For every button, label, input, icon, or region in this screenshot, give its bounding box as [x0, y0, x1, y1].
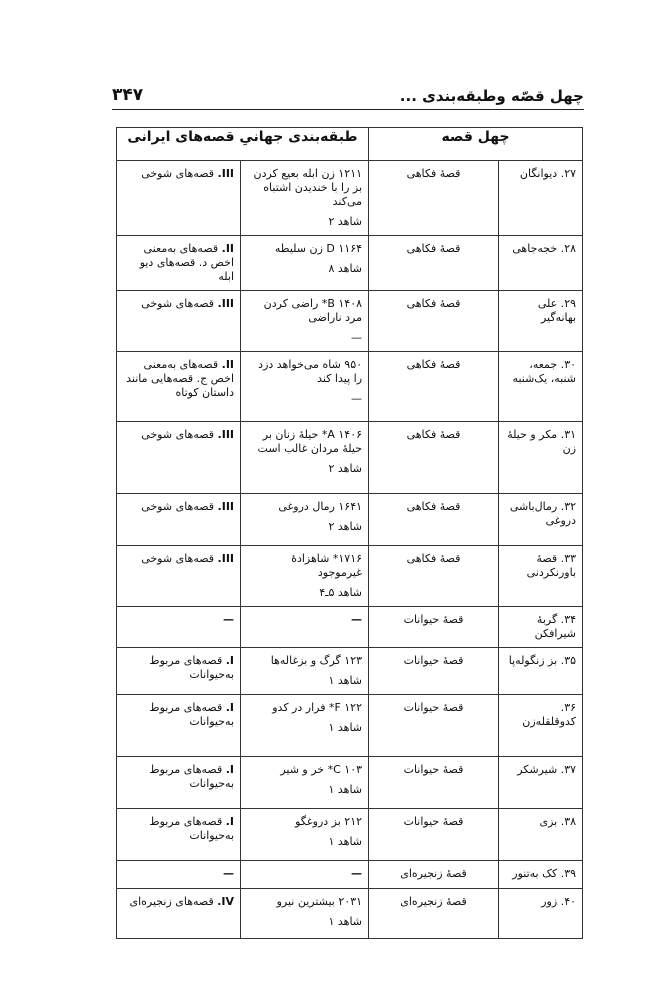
witness: شاهد ۱	[328, 835, 363, 848]
witness: شاهد ۱	[328, 721, 363, 734]
witness: شاهد ۱	[328, 915, 363, 928]
tale-title: ۳۲. رمال‌باشی دروغی	[499, 494, 583, 546]
tale-type: B ۱۴۰۸* راضی کردن مرد ناراضی —	[241, 291, 369, 352]
tale-genre: قصهٔ فکاهی	[369, 352, 499, 422]
tale-title: ۲۹. علی بهانه‌گیر	[499, 291, 583, 352]
tale-type: —	[241, 607, 369, 648]
tale-genre: قصهٔ فکاهی	[369, 236, 499, 291]
tale-title: ۲۷. دیوانگان	[499, 161, 583, 236]
tale-category	[117, 809, 241, 861]
table-row	[117, 422, 583, 494]
tale-genre: قصهٔ حیوانات	[369, 695, 499, 757]
category-number: II.	[221, 242, 235, 255]
table-row	[117, 607, 583, 648]
table-row	[117, 695, 583, 757]
tale-type: ۱۲۳ گرگ و بزغاله‌ها شاهد ۱	[241, 648, 369, 695]
category-label: قصه‌های مربوط به‌حیوانات	[149, 654, 235, 681]
tale-type: C ۱۰۳* خر و شیر شاهد ۱	[241, 757, 369, 809]
tale-title: ۳۴. گربهٔ شیرافکن	[499, 607, 583, 648]
category-number: IV.	[217, 895, 235, 908]
tale-title: ۳۷. شیرشکر	[499, 757, 583, 809]
category-label: —	[223, 613, 235, 626]
category-label: قصه‌های شوخی	[141, 297, 215, 310]
table-row	[117, 546, 583, 607]
header-forty-tales: چهل قصه	[369, 128, 583, 161]
tale-category	[117, 494, 241, 546]
tale-title: ۳۶. کدوقلقله‌زن	[499, 695, 583, 757]
tale-genre: قصهٔ فکاهی	[369, 422, 499, 494]
tale-category	[117, 161, 241, 236]
witness: شاهد ۲	[328, 462, 363, 475]
page-number: ۳۴۷	[112, 85, 144, 105]
tales-table	[116, 127, 583, 939]
tale-type: ۹۵۰ شاه می‌خواهد دزد را پیدا کند —	[241, 352, 369, 422]
tale-type: ۱۲۱۱ زن ابله بعیع کردن بز را با خندیدن اشتباه می‌کند شاهد ۲	[241, 161, 369, 236]
tale-category	[117, 889, 241, 939]
tale-category	[117, 546, 241, 607]
category-label: قصه‌های شوخی	[141, 428, 215, 441]
table-row	[117, 352, 583, 422]
running-title: چهل قصّه وطبقه‌بندی ...	[399, 87, 584, 105]
tale-genre: قصهٔ زنجیره‌ای	[369, 861, 499, 889]
witness: شاهد ۲	[328, 215, 363, 228]
tale-title: ۳۱. مکر و حیلهٔ زن	[499, 422, 583, 494]
witness: —	[351, 331, 363, 344]
table-row	[117, 291, 583, 352]
tale-category	[117, 861, 241, 889]
tale-genre: قصهٔ حیوانات	[369, 809, 499, 861]
category-label: قصه‌های شوخی	[141, 500, 215, 513]
tale-category	[117, 236, 241, 291]
tale-category	[117, 352, 241, 422]
tale-title: ۳۵. بز زنگوله‌پا	[499, 648, 583, 695]
tale-genre: قصهٔ زنجیره‌ای	[369, 889, 499, 939]
tale-type: ۱۱۶۴ D زن سلیطه شاهد ۸	[241, 236, 369, 291]
tale-genre: قصهٔ حیوانات	[369, 648, 499, 695]
tale-type: ۱۶۴۱ رمال دروغی شاهد ۲	[241, 494, 369, 546]
category-label: قصه‌های شوخی	[141, 552, 215, 565]
category-number: II.	[221, 358, 235, 371]
table-row	[117, 889, 583, 939]
tale-type: ۱۷۱۶* شاهزادهٔ غیرموجود شاهد ۵ـ۴	[241, 546, 369, 607]
tale-type: —	[241, 861, 369, 889]
category-label: قصه‌های مربوط به‌حیوانات	[149, 701, 235, 728]
category-label: قصه‌های مربوط به‌حیوانات	[149, 763, 235, 790]
tale-genre: قصهٔ فکاهی	[369, 161, 499, 236]
table-row	[117, 809, 583, 861]
tale-title: ۴۰. زور	[499, 889, 583, 939]
category-label: قصه‌های شوخی	[141, 167, 215, 180]
tale-type: ۲۱۲ بز دروغگو شاهد ۱	[241, 809, 369, 861]
category-label: قصه‌های به‌معنی اخص ج. قصه‌هایی مانند داستان کوتاه	[126, 358, 235, 399]
category-label: قصه‌های مربوط به‌حیوانات	[149, 815, 235, 842]
category-number: III.	[217, 552, 235, 565]
table-row	[117, 236, 583, 291]
category-number: III.	[217, 428, 235, 441]
tale-category	[117, 607, 241, 648]
tale-category	[117, 291, 241, 352]
tale-genre: قصهٔ فکاهی	[369, 546, 499, 607]
tale-category	[117, 648, 241, 695]
category-number: I.	[225, 654, 235, 667]
category-label: قصه‌های زنجیره‌ای	[129, 895, 214, 908]
tale-category	[117, 422, 241, 494]
tale-title: ۲۸. خجه‌جاهی	[499, 236, 583, 291]
category-number: I.	[225, 763, 235, 776]
witness: شاهد ۵ـ۴	[319, 586, 363, 599]
category-label: قصه‌های به‌معنی اخص د. قصه‌های دیو ابله	[139, 242, 235, 283]
tale-category	[117, 695, 241, 757]
table-row	[117, 648, 583, 695]
witness: شاهد ۸	[328, 262, 363, 275]
page-header	[112, 80, 584, 110]
tale-type: A ۱۴۰۶* حیلهٔ زنان بر حیلهٔ مردان غالب است شاهد ۲	[241, 422, 369, 494]
tale-title: ۳۳. قصهٔ باورنکردنی	[499, 546, 583, 607]
category-number: III.	[217, 297, 235, 310]
tale-genre: قصهٔ حیوانات	[369, 757, 499, 809]
tale-type: ۲۰۳۱ بیشترین نیرو شاهد ۱	[241, 889, 369, 939]
witness: شاهد ۱	[328, 783, 363, 796]
category-label: —	[223, 867, 235, 880]
witness: شاهد ۲	[328, 520, 363, 533]
tale-type: F ۱۲۲* فرار در کدو شاهد ۱	[241, 695, 369, 757]
category-number: I.	[225, 701, 235, 714]
table-row	[117, 861, 583, 889]
category-number: I.	[225, 815, 235, 828]
category-number: III.	[217, 500, 235, 513]
tale-genre: قصهٔ فکاهی	[369, 291, 499, 352]
tale-title: ۳۰. جمعه، شنبه، یک‌شنبه	[499, 352, 583, 422]
tale-category	[117, 757, 241, 809]
tale-genre: قصهٔ فکاهی	[369, 494, 499, 546]
category-number: III.	[217, 167, 235, 180]
header-classification: طبقه‌بندی جهانیِ قصه‌های ایرانی	[117, 128, 369, 161]
table-row	[117, 757, 583, 809]
witness: —	[351, 392, 363, 405]
tale-genre: قصهٔ حیوانات	[369, 607, 499, 648]
tale-title: ۳۸. بزی	[499, 809, 583, 861]
witness: شاهد ۱	[328, 674, 363, 687]
table-row	[117, 161, 583, 236]
tale-title: ۳۹. کک به‌تنور	[499, 861, 583, 889]
table-row	[117, 494, 583, 546]
